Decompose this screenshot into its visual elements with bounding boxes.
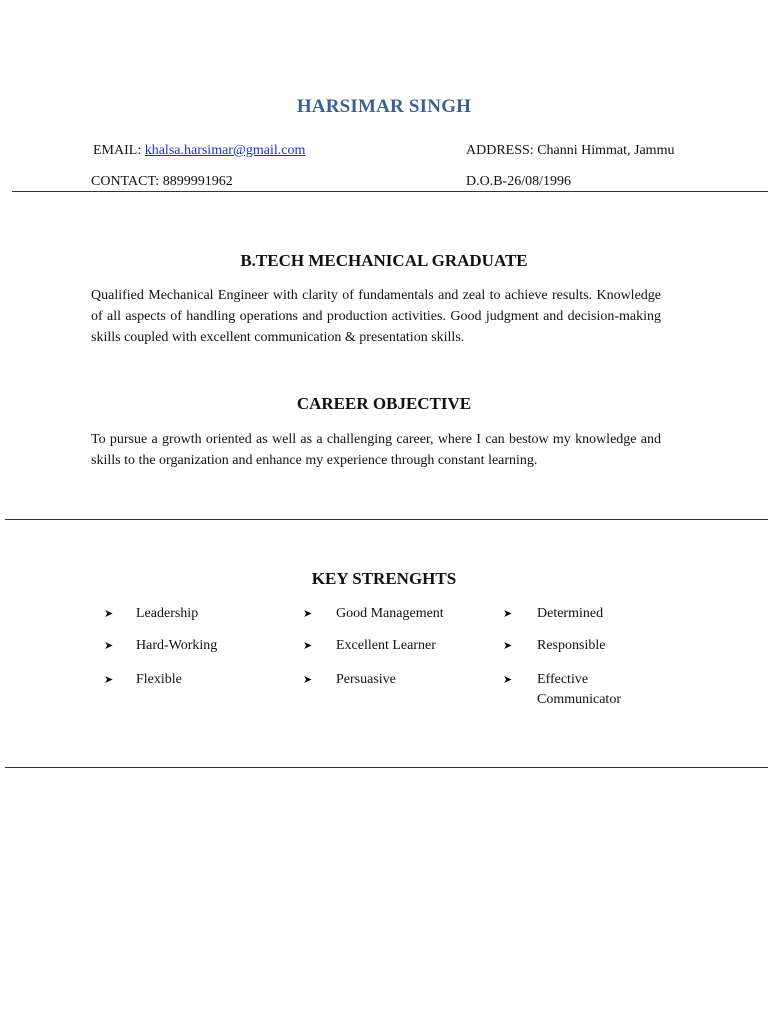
strength-item: Hard-Working [136, 638, 218, 653]
summary-paragraph: Qualified Mechanical Engineer with clarity of fundamentals and zeal to achieve results. Knowledge of all aspects of handling operations and production activities. Good judgment and decision-making skills coupled with excellent communication & presentation skills. [91, 288, 661, 345]
strength-item: Good Management [336, 606, 444, 621]
bullet-arrow-icon: ➤ [503, 607, 513, 620]
strength-item: Leadership [136, 606, 199, 621]
dob-row [466, 174, 571, 190]
bullet-arrow-icon: ➤ [303, 639, 313, 652]
objective-paragraph: To pursue a growth oriented as well as a challenging career, where I can bestow my knowledge and skills to the organization and enhance my experience through constant learning. [91, 432, 661, 468]
bullet-arrow-icon: ➤ [104, 673, 114, 686]
summary-heading: B.TECH MECHANICAL GRADUATE [240, 251, 528, 270]
strength-item: Effective [537, 672, 589, 687]
header-divider [12, 191, 768, 192]
dob-label: D.O.B- [466, 174, 508, 189]
strength-item: Responsible [537, 638, 606, 653]
objective-heading: CAREER OBJECTIVE [296, 394, 472, 413]
address-value: Channi Himmat, Jammu [537, 143, 675, 158]
strength-item: Flexible [136, 672, 182, 687]
strength-item: Determined [537, 606, 604, 621]
bullet-arrow-icon: ➤ [104, 607, 114, 620]
bullet-arrow-icon: ➤ [104, 639, 114, 652]
section-divider [5, 519, 768, 520]
contact-value: 8899991962 [162, 174, 233, 189]
address-label: ADDRESS: [466, 143, 534, 158]
candidate-name: HARSIMAR SINGH [296, 96, 472, 117]
email-link[interactable]: khalsa.harsimar@gmail.com [144, 143, 306, 158]
email-label: EMAIL: [93, 143, 142, 158]
strength-item: Excellent Learner [336, 638, 436, 653]
strengths-heading: KEY STRENGHTS [311, 569, 457, 588]
bullet-arrow-icon: ➤ [503, 639, 513, 652]
address-row [466, 143, 674, 159]
email-row [93, 143, 305, 159]
contact-label: CONTACT: [91, 174, 160, 189]
strength-item-continuation: Communicator [537, 692, 621, 707]
contact-row [91, 174, 233, 190]
bullet-arrow-icon: ➤ [503, 673, 513, 686]
dob-value: 26/08/1996 [507, 174, 572, 189]
section-divider [5, 767, 768, 768]
strength-item: Persuasive [336, 672, 396, 687]
bullet-arrow-icon: ➤ [303, 607, 313, 620]
bullet-arrow-icon: ➤ [303, 673, 313, 686]
